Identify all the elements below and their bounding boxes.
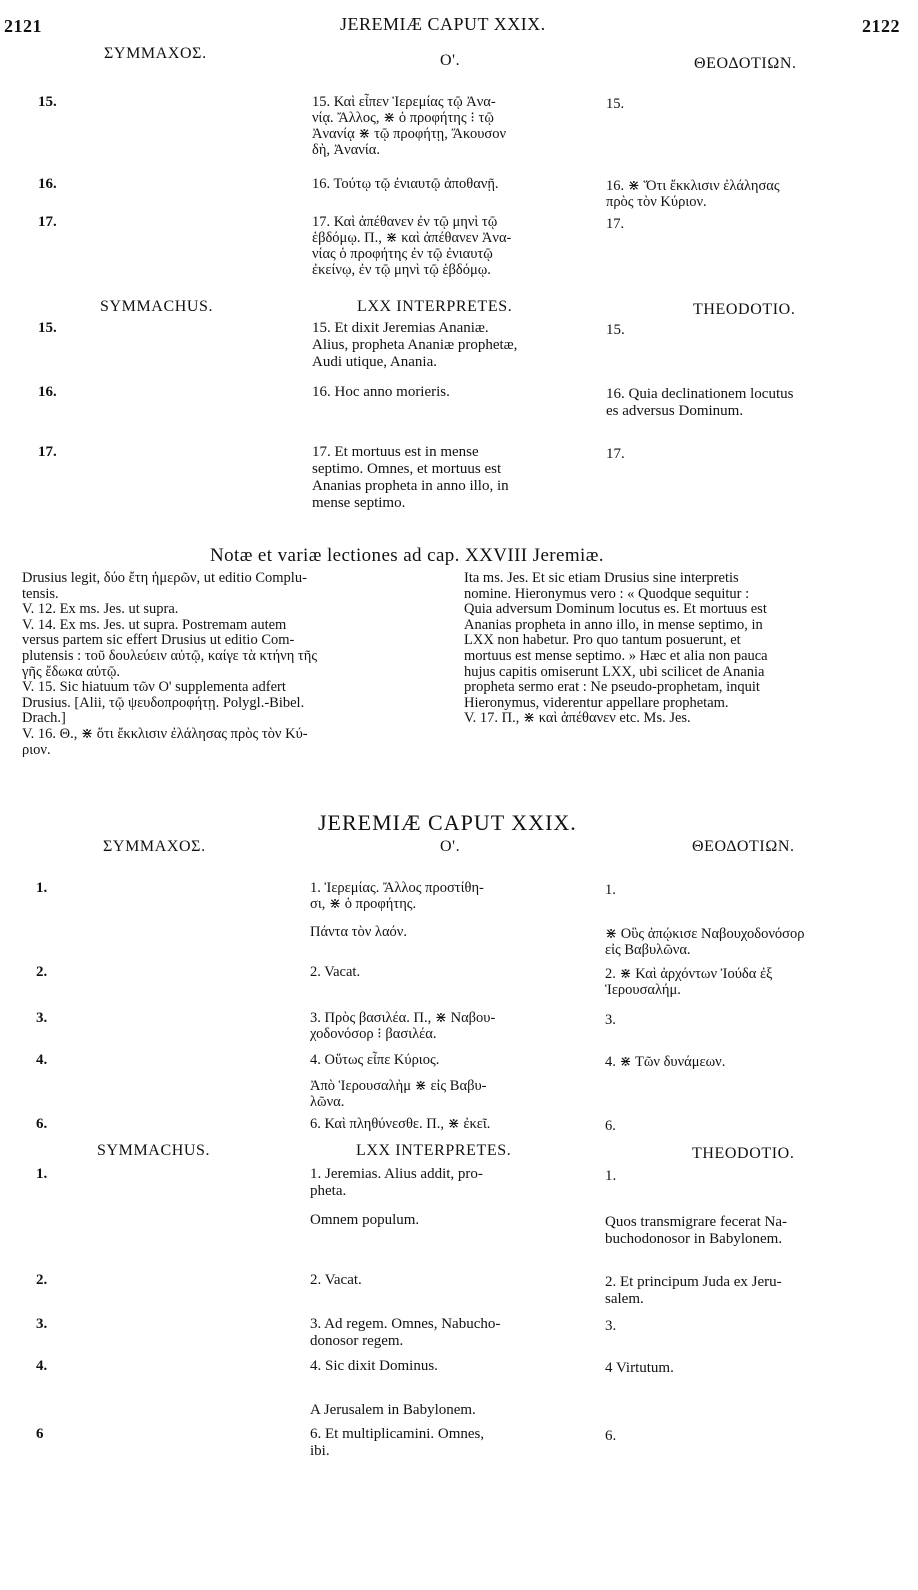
- text-line: Ἱερουσαλήμ.: [605, 982, 681, 998]
- text-line: Πάντα τὸν λαόν.: [310, 924, 407, 940]
- text-line: 1. Jeremias. Alius addit, pro-: [310, 1166, 483, 1182]
- text-line: Ananias propheta in anno illo, in mense septimo, in: [464, 616, 763, 633]
- verse-number-symmachus: 3.: [36, 1316, 48, 1332]
- theodotion-cell: [605, 1214, 895, 1248]
- column-header-symmachus-greek: ΣΥΜΜΑΧΟΣ.: [104, 45, 207, 62]
- theodotion-cell: [606, 178, 896, 210]
- text-line: hujus capitis omiserunt LXX, ubi scilicet de Anania: [464, 663, 765, 680]
- text-line: 1. Ἱερεμίας. Ἄλλος προστίθη-: [310, 880, 484, 896]
- text-line: Quia adversum Dominum locutus es. Et mortuus est: [464, 601, 767, 618]
- text-line: Alius, propheta Ananiæ prophetæ,: [312, 337, 518, 353]
- column-header-lxx-greek: O'.: [440, 52, 461, 69]
- theodotion-cell: [605, 1360, 895, 1377]
- verse-number-symmachus: 2.: [36, 1272, 48, 1288]
- text-line: εἰς Βαβυλῶνα.: [605, 942, 691, 958]
- verse-number-symmachus: 17.: [38, 214, 57, 230]
- verse-number-symmachus: 6: [36, 1426, 44, 1442]
- lxx-cell: [310, 1358, 580, 1375]
- notes-title: Notæ et variæ lectiones ad cap. XXVIII Jeremiæ.: [210, 545, 604, 566]
- column-header-lxx-latin-2: LXX INTERPRETES.: [356, 1142, 512, 1159]
- text-line: V. 14. Ex ms. Jes. ut supra. Postremam autem: [22, 616, 287, 633]
- theodotion-cell: [605, 1318, 895, 1335]
- text-line: 1.: [605, 882, 616, 898]
- theodotion-cell: [605, 882, 895, 898]
- text-line: 3.: [605, 1012, 616, 1028]
- column-header-lxx-latin: LXX INTERPRETES.: [357, 298, 513, 315]
- text-line: 1.: [605, 1168, 617, 1184]
- text-line: V. 15. Sic hiatuum τῶν O' supplementa adfert: [22, 679, 286, 696]
- verse-number-symmachus: 4.: [36, 1358, 48, 1374]
- text-line: 16. Quia declinationem locutus: [606, 386, 794, 402]
- text-line: Drusius. [Alii, τῷ ψευδοπροφήτῃ. Polygl.-Bibel.: [22, 694, 305, 711]
- text-line: νίας ὁ προφήτης ἐν τῷ ἐνιαυτῷ: [312, 246, 493, 262]
- text-line: V. 16. Θ., ⋇ ὅτι ἔκκλισιν ἐλάλησας πρὸς τὸν Κύ-: [22, 725, 308, 742]
- lxx-cell: [310, 924, 580, 940]
- text-line: 4 Virtutum.: [605, 1360, 674, 1376]
- text-line: ἑβδόμῳ. Π., ⋇ καὶ ἀπέθανεν Ἀνα-: [312, 230, 512, 246]
- text-line: propheta sermo erat : Ne pseudo-prophetam, inquit: [464, 679, 760, 696]
- column-header-lxx-greek-2: O'.: [440, 838, 461, 855]
- text-line: 17.: [606, 216, 625, 232]
- text-line: 2. Vacat.: [310, 964, 361, 980]
- column-header-symmachus-greek-2: ΣΥΜΜΑΧΟΣ.: [103, 838, 206, 855]
- text-line: 6. Et multiplicamini. Omnes,: [310, 1426, 485, 1442]
- lxx-cell: [312, 320, 582, 371]
- text-line: 15.: [606, 96, 625, 112]
- text-line: πρὸς τὸν Κύριον.: [606, 194, 707, 210]
- theodotion-cell: [605, 1168, 895, 1185]
- theodotion-cell: [605, 926, 895, 958]
- lxx-cell: [310, 1402, 580, 1419]
- text-line: Omnem populum.: [310, 1212, 420, 1228]
- text-line: νίᾳ. Ἄλλος, ⋇ ὁ προφήτης ⁝ τῷ: [312, 110, 494, 126]
- text-line: tensis.: [22, 585, 59, 602]
- text-line: V. 17. Π., ⋇ καὶ ἀπέθανεν etc. Ms. Jes.: [464, 710, 691, 727]
- text-line: ibi.: [310, 1443, 330, 1459]
- lxx-cell: [310, 1316, 580, 1350]
- verse-number-symmachus: 6.: [36, 1116, 48, 1132]
- theodotion-cell: [606, 96, 896, 112]
- notes-left-column: [22, 571, 454, 758]
- text-line: Audi utique, Anania.: [312, 354, 437, 370]
- text-line: nomine. Hieronymus vero : « Quodque sequitur :: [464, 585, 750, 602]
- lxx-cell: [310, 1166, 580, 1200]
- text-line: 16. ⋇ Ὅτι ἔκκλισιν ἐλάλησας: [606, 178, 780, 194]
- theodotion-cell: [606, 216, 896, 232]
- theodotion-cell: [605, 1274, 895, 1308]
- text-line: 3. Πρὸς βασιλέα. Π., ⋇ Ναβου-: [310, 1010, 496, 1026]
- verse-number-symmachus: 2.: [36, 964, 48, 980]
- text-line: 17. Et mortuus est in mense: [312, 444, 479, 460]
- chapter-title: JEREMIÆ CAPUT XXIX.: [318, 810, 577, 835]
- lxx-cell: [312, 94, 582, 158]
- text-line: 2. ⋇ Καὶ ἀρχόντων Ἰούδα ἐξ: [605, 966, 773, 982]
- lxx-cell: [312, 444, 582, 512]
- text-line: 16. Hoc anno morieris.: [312, 384, 450, 400]
- lxx-cell: [310, 1078, 580, 1110]
- text-line: mense septimo.: [312, 495, 406, 511]
- text-line: 16. Τούτῳ τῷ ἐνιαυτῷ ἀποθανῇ.: [312, 176, 499, 192]
- theodotion-cell: [606, 386, 896, 420]
- text-line: ριον.: [22, 741, 51, 758]
- text-line: ἐκείνῳ, ἐν τῷ μηνὶ τῷ ἑβδόμῳ.: [312, 262, 491, 278]
- text-line: χοδονόσορ ⁝ βασιλέα.: [310, 1026, 437, 1042]
- text-line: σι, ⋇ ὁ προφήτης.: [310, 896, 417, 912]
- text-line: 6. Καὶ πληθύνεσθε. Π., ⋇ ἐκεῖ.: [310, 1116, 491, 1132]
- verse-number-symmachus: 4.: [36, 1052, 48, 1068]
- lxx-cell: [312, 384, 582, 401]
- text-line: λῶνα.: [310, 1094, 345, 1110]
- lxx-cell: [310, 1010, 580, 1042]
- text-line: 15. Et dixit Jeremias Ananiæ.: [312, 320, 489, 336]
- text-line: septimo. Omnes, et mortuus est: [312, 461, 502, 477]
- text-line: 15. Καὶ εἶπεν Ἱερεμίας τῷ Ἀνα-: [312, 94, 496, 110]
- text-line: V. 12. Ex ms. Jes. ut supra.: [22, 601, 179, 618]
- lxx-cell: [310, 1272, 580, 1289]
- lxx-cell: [310, 880, 580, 912]
- column-header-symmachus-latin-2: SYMMACHUS.: [97, 1142, 211, 1159]
- text-line: mortuus est mense septimo. » Hæc et alia non pauca: [464, 647, 768, 664]
- text-line: Ita ms. Jes. Et sic etiam Drusius sine interpretis: [464, 570, 739, 586]
- page-number-right: 2122: [862, 16, 900, 36]
- text-line: plutensis : τοῦ δουλεύειν αὐτῷ, καίγε τὰ κτήνη τῆς: [22, 647, 318, 664]
- text-line: δὴ, Ἀνανία.: [312, 142, 380, 158]
- text-line: buchodonosor in Babylonem.: [605, 1231, 783, 1247]
- theodotion-cell: [605, 1118, 895, 1134]
- text-line: 2. Et principum Juda ex Jeru-: [605, 1274, 782, 1290]
- text-line: Hieronymus, viderentur appellare prophetam.: [464, 694, 729, 711]
- lxx-cell: [310, 964, 580, 980]
- notes-right-column: [464, 571, 904, 727]
- running-title: JEREMIÆ CAPUT XXIX.: [340, 14, 546, 34]
- text-line: Quos transmigrare fecerat Na-: [605, 1214, 787, 1230]
- lxx-cell: [310, 1426, 580, 1460]
- text-line: 3. Ad regem. Omnes, Nabucho-: [310, 1316, 501, 1332]
- text-line: 3.: [605, 1318, 617, 1334]
- text-line: 17. Καὶ ἀπέθανεν ἐν τῷ μηνὶ τῷ: [312, 214, 498, 230]
- text-line: salem.: [605, 1291, 644, 1307]
- text-line: versus partem sic effert Drusius ut editio Com-: [22, 632, 295, 649]
- verse-number-symmachus: 15.: [38, 320, 57, 336]
- text-line: pheta.: [310, 1183, 347, 1199]
- theodotion-cell: [605, 1012, 895, 1028]
- column-header-theodotion-latin-2: THEODOTIO.: [692, 1145, 795, 1162]
- text-line: ⋇ Οὓς ἀπῴκισε Ναβουχοδονόσορ: [605, 926, 805, 942]
- text-line: donosor regem.: [310, 1333, 404, 1349]
- text-line: 6.: [605, 1118, 616, 1134]
- theodotion-cell: [605, 966, 895, 998]
- lxx-cell: [310, 1116, 580, 1132]
- lxx-cell: [312, 176, 582, 192]
- page-number-left: 2121: [4, 16, 42, 36]
- text-line: Ἀνανίᾳ ⋇ τῷ προφήτῃ, Ἄκουσον: [312, 126, 507, 142]
- text-line: Ananias propheta in anno illo, in: [312, 478, 509, 494]
- theodotion-cell: [606, 446, 896, 463]
- text-line: Drusius legit, δύο ἔτη ἡμερῶν, ut editio Complu-: [22, 570, 307, 586]
- text-line: 4. Οὕτως εἶπε Κύριος.: [310, 1052, 440, 1068]
- text-line: Ἀπὸ Ἱερουσαλὴμ ⋇ εἰς Βαβυ-: [310, 1078, 487, 1094]
- text-line: 6.: [605, 1428, 617, 1444]
- text-line: γῆς ἔδωκα αὐτῷ.: [22, 663, 120, 680]
- verse-number-symmachus: 17.: [38, 444, 57, 460]
- verse-number-symmachus: 1.: [36, 880, 48, 896]
- theodotion-cell: [606, 322, 896, 339]
- column-header-theodotion-latin: THEODOTIO.: [693, 301, 796, 318]
- text-line: A Jerusalem in Babylonem.: [310, 1402, 476, 1418]
- verse-number-symmachus: 16.: [38, 384, 57, 400]
- text-line: 2. Vacat.: [310, 1272, 362, 1288]
- verse-number-symmachus: 1.: [36, 1166, 48, 1182]
- theodotion-cell: [605, 1428, 895, 1445]
- verse-number-symmachus: 3.: [36, 1010, 48, 1026]
- text-line: es adversus Dominum.: [606, 403, 744, 419]
- column-header-theodotion-greek-2: ΘΕΟΔΟΤΙΩΝ.: [692, 838, 795, 855]
- theodotion-cell: [605, 1054, 895, 1070]
- text-line: LXX non habetur. Pro quo tantum posuerunt, et: [464, 632, 741, 649]
- column-header-symmachus-latin: SYMMACHUS.: [100, 298, 214, 315]
- text-line: Drach.]: [22, 710, 66, 727]
- verse-number-symmachus: 16.: [38, 176, 57, 192]
- text-line: 15.: [606, 322, 625, 338]
- verse-number-symmachus: 15.: [38, 94, 57, 110]
- text-line: 17.: [606, 446, 625, 462]
- text-line: 4. Sic dixit Dominus.: [310, 1358, 438, 1374]
- lxx-cell: [312, 214, 582, 278]
- lxx-cell: [310, 1052, 580, 1068]
- text-line: 4. ⋇ Τῶν δυνάμεων.: [605, 1054, 726, 1070]
- column-header-theodotion-greek: ΘΕΟΔΟΤΙΩΝ.: [694, 55, 797, 72]
- lxx-cell: [310, 1212, 580, 1229]
